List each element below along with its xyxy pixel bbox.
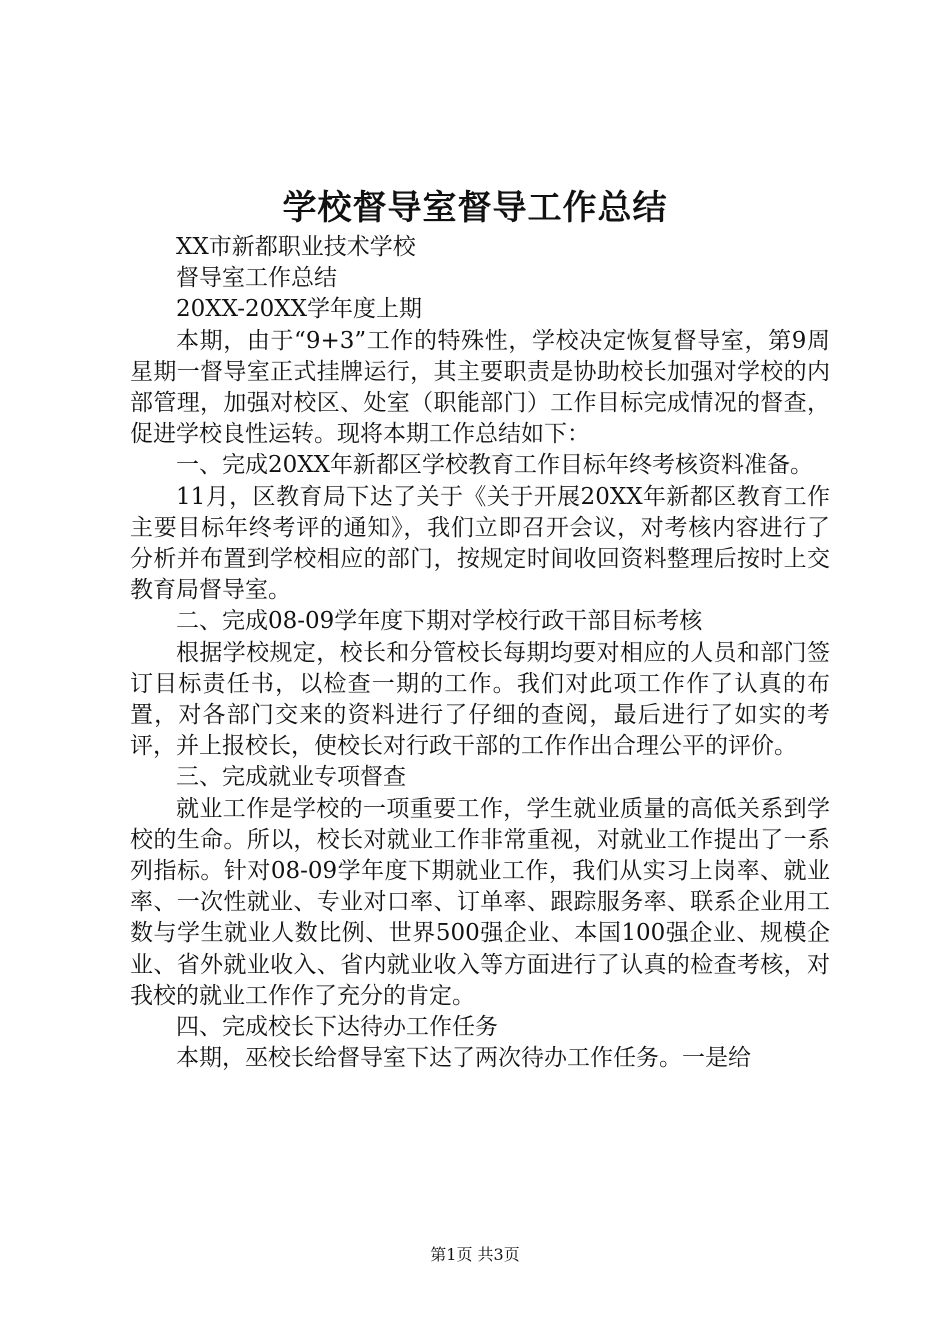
paragraph-section-1: 11月，区教育局下达了关于《关于开展20XX年新都区教育工作主要目标年终考评的通知》，我们立即召开会议，对考核内容进行了分析并布置到学校相应的部门，按规定时间收回资料整理后按时上交教育局督导室。 bbox=[130, 483, 830, 604]
page-footer: 第1页 共3页 bbox=[430, 1245, 520, 1264]
section-heading-4: 四、完成校长下达待办工作任务 bbox=[176, 1014, 498, 1041]
section-heading-1: 一、完成20XX年新都区学校教育工作目标年终考核资料准备。 bbox=[176, 452, 814, 479]
paragraph-section-4: 本期，巫校长给督导室下达了两次待办工作任务。一是给 bbox=[176, 1045, 751, 1072]
section-heading-3: 三、完成就业专项督查 bbox=[176, 764, 406, 791]
paragraph-section-3: 就业工作是学校的一项重要工作，学生就业质量的高低关系到学校的生命。所以，校长对就业工作非常重视，对就业工作提出了一系列指标。针对08-09学年度下期就业工作，我们从实习上岗率、就业率、一次性就业、专业对口率、订单率、跟踪服务率、联系企业用工数与学生就业人数比例、世界500强企业、本国100强企业、规模企业、省外就业收入、省内就业收入等方面进行了认真的检查考核，对我校的就业工作作了充分的肯定。 bbox=[130, 795, 830, 1009]
paragraph-section-2: 根据学校规定，校长和分管校长每期均要对相应的人员和部门签订目标责任书，以检查一期的工作。我们对此项工作作了认真的布置，对各部门交来的资料进行了仔细的查阅，最后进行了如实的考评，并上报校长，使校长对行政干部的工作作出合理公平的评价。 bbox=[130, 639, 830, 760]
section-heading-2: 二、完成08-09学年度下期对学校行政干部目标考核 bbox=[176, 608, 703, 635]
document-body bbox=[130, 232, 830, 1074]
paragraph-intro: 本期，由于“9+3”工作的特殊性，学校决定恢复督导室，第9周星期一督导室正式挂牌运行，其主要职责是协助校长加强对学校的内部管理，加强对校区、处室（职能部门）工作目标完成情况的督查，促进学校良性运转。现将本期工作总结如下： bbox=[130, 327, 830, 448]
document-title: 学校督导室督导工作总结 bbox=[282, 188, 668, 228]
paragraph-report-name: 督导室工作总结 bbox=[176, 265, 337, 292]
paragraph-school-name: XX市新都职业技术学校 bbox=[176, 234, 416, 260]
paragraph-term: 20XX-20XX学年度上期 bbox=[176, 296, 422, 323]
